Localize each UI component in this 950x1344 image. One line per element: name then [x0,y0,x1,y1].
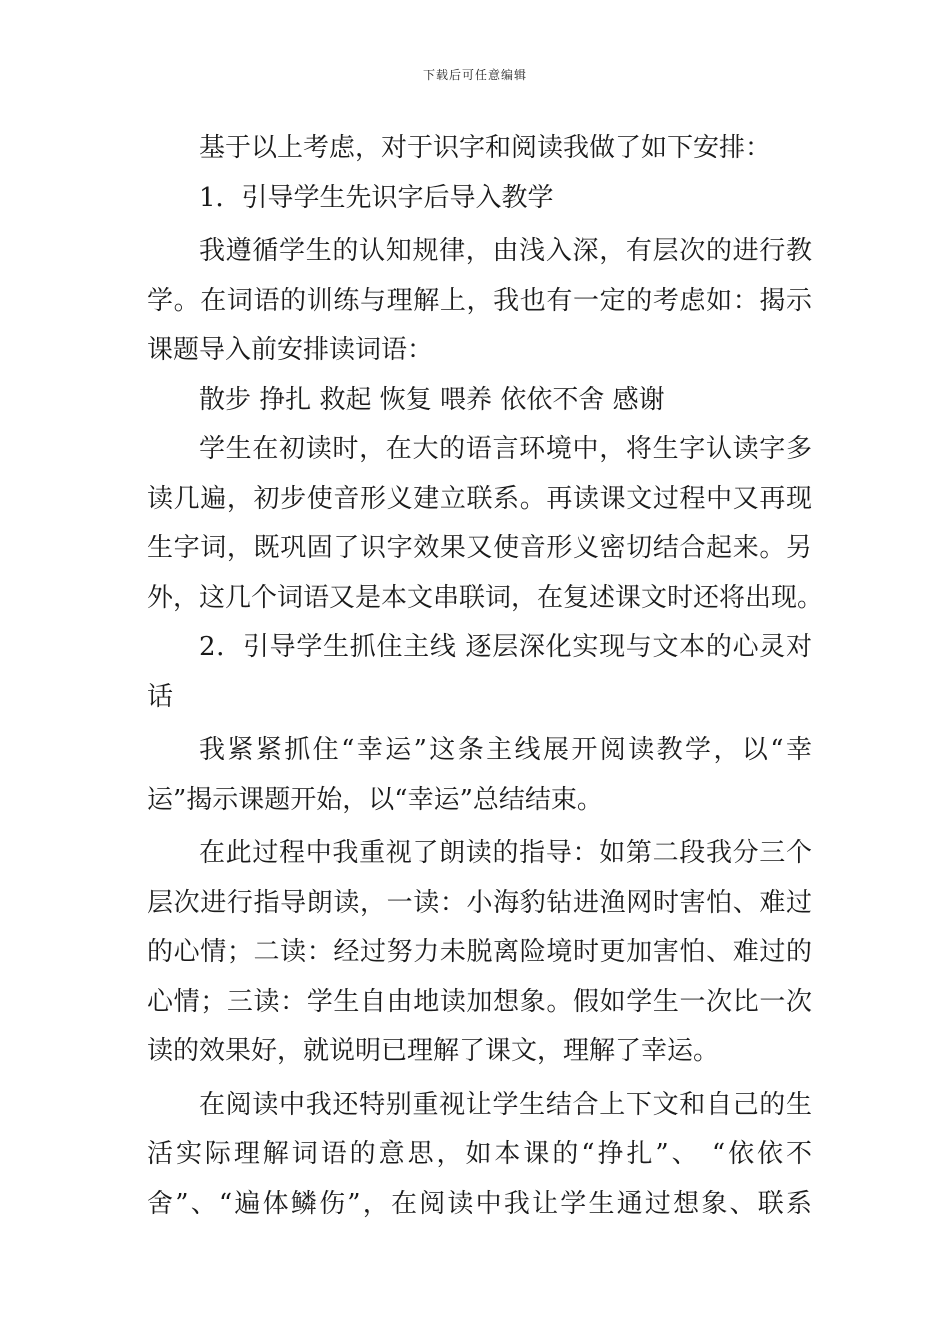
paragraph-line: 学。在词语的训练与理解上，我也有一定的考虑如：揭示 [147,285,812,316]
paragraph-line: 读几遍，初步使音形义建立联系。再读课文过程中又再现 [147,483,812,514]
paragraph-line: 心情；三读：学生自由地读加想象。假如学生一次比一次 [147,986,812,1017]
paragraph-line: 我遵循学生的认知规律，由浅入深，有层次的进行教 [199,236,812,266]
page-header: 下载后可任意编辑 [422,68,527,82]
paragraph-line: 读的效果好，就说明已理解了课文，理解了幸运。 [147,1036,720,1066]
paragraph-line: 外，这几个词语又是本文串联词，在复述课文时还将出现。 [147,582,824,613]
section-heading-2: 2．引导学生抓住主线 逐层深化实现与文本的心灵对 [199,632,812,662]
paragraph-line: 基于以上考虑，对于识字和阅读我做了如下安排： [199,133,772,163]
paragraph-line: 的心情；二读：经过努力未脱离险境时更加害怕、难过的 [147,937,812,967]
paragraph-line: 在阅读中我还特别重视让学生结合上下文和自己的生 [199,1089,812,1120]
paragraph-line: 学生在初读时，在大的语言环境中，将生字认读字多 [199,434,812,464]
paragraph-line: 运”揭示课题开始，以“幸运”总结结束。 [147,784,603,815]
section-heading-1: 1．引导学生先识字后导入教学 [199,182,554,213]
document-body [147,124,824,1229]
paragraph-line: 在此过程中我重视了朗读的指导：如第二段我分三个 [199,838,812,868]
section-heading-2-cont: 话 [147,681,174,712]
paragraph-line: 舍”、“遍体鳞伤”，在阅读中我让学生通过想象、联系 [147,1188,812,1219]
paragraph-line: 活实际理解词语的意思，如本课的“挣扎”、 “依依不 [147,1139,812,1169]
paragraph-line: 我紧紧抓住“幸运”这条主线展开阅读教学，以“幸 [199,735,812,765]
paragraph-line: 层次进行指导朗读，一读：小海豹钻进渔网时害怕、难过 [147,887,812,918]
paragraph-line: 课题导入前安排读词语： [147,335,434,365]
vocabulary-list: 散步 挣扎 救起 恢复 喂养 依依不舍 感谢 [199,384,665,415]
paragraph-line: 生字词，既巩固了识字效果又使音形义密切结合起来。另 [147,533,812,563]
